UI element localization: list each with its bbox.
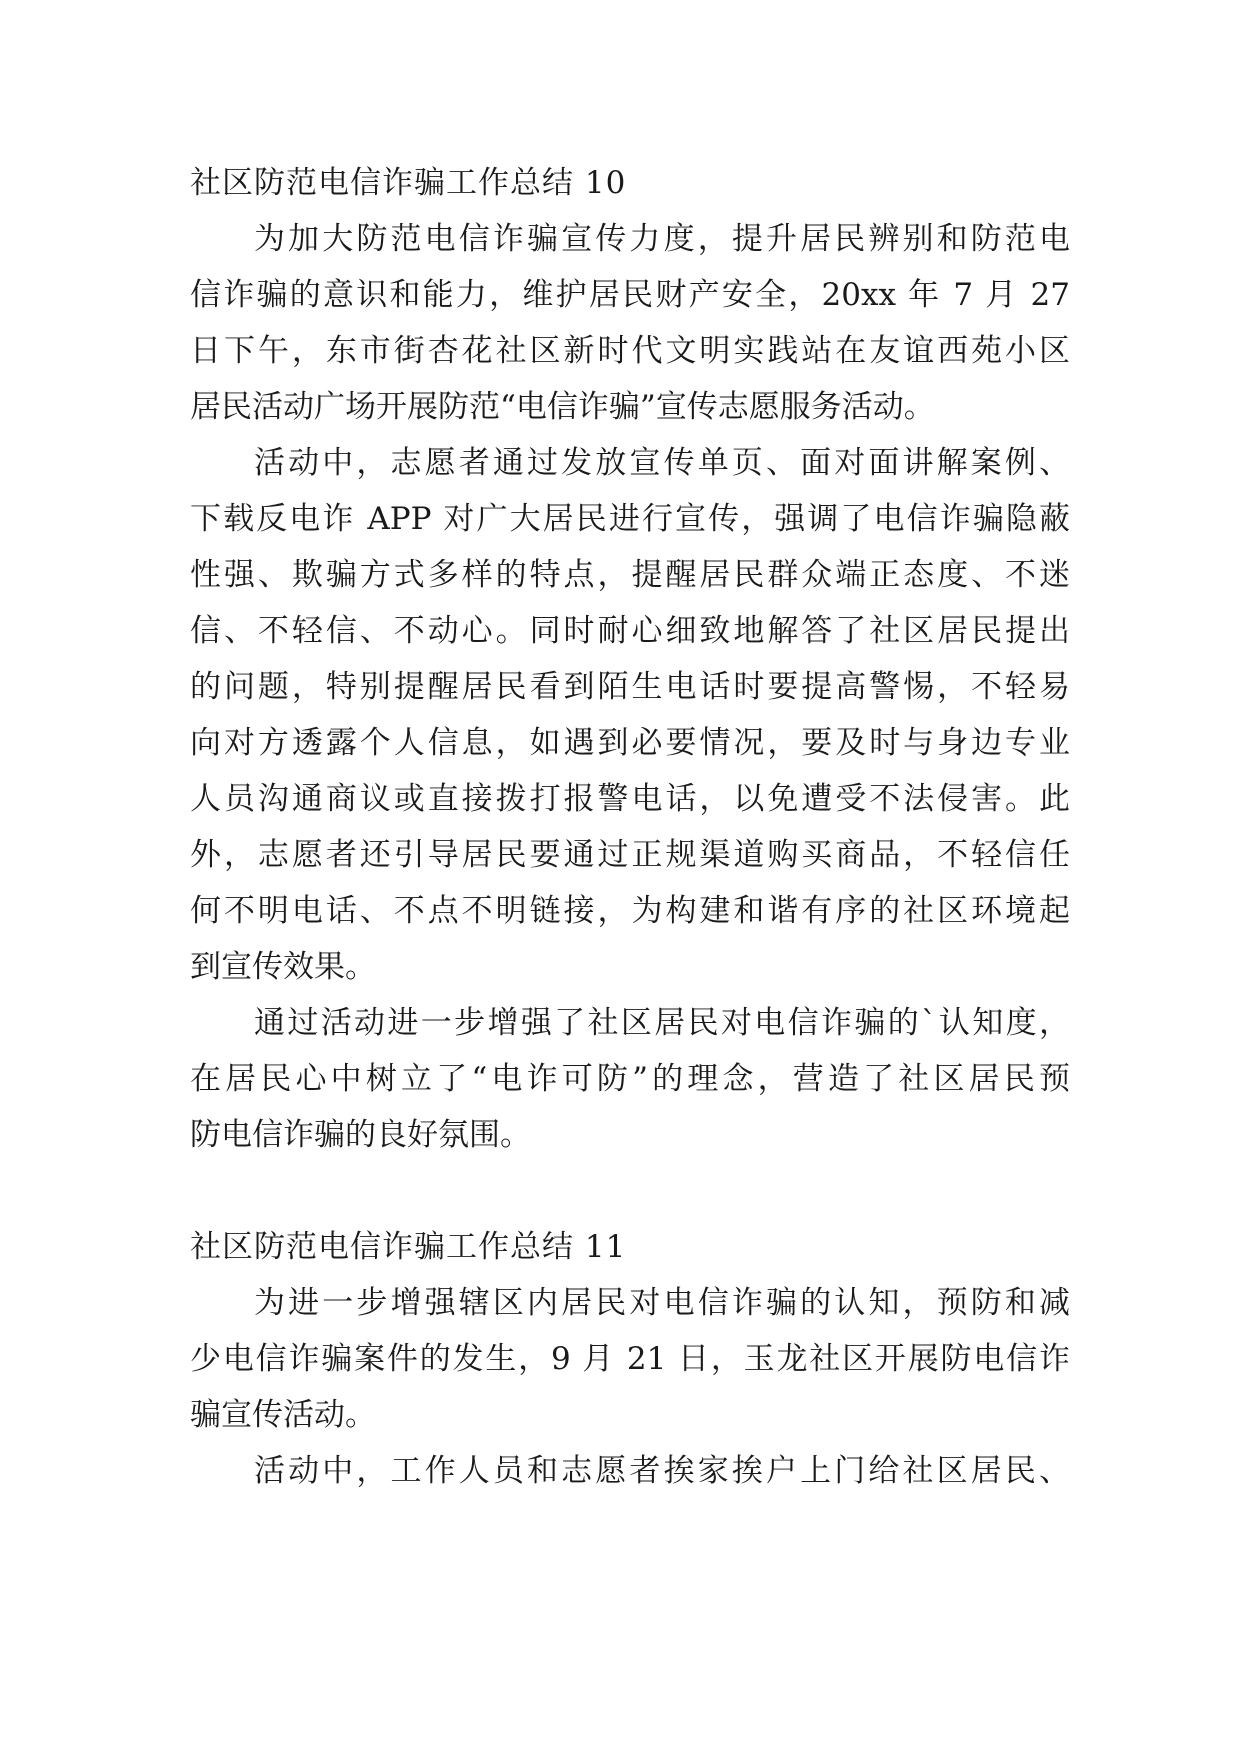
text-line: 为进一步增强辖区内居民对电信诈骗的认知，预防和减 — [254, 1285, 1070, 1321]
text-line: 的问题，特别提醒居民看到陌生电话时要提高警惕，不轻易 — [190, 669, 1070, 705]
text-line: 少电信诈骗案件的发生，9 月 21 日，玉龙社区开展防电信诈 — [190, 1341, 1070, 1377]
text-line: 防电信诈骗的良好氛围。 — [190, 1117, 531, 1153]
text-line: 性强、欺骗方式多样的特点，提醒居民群众端正态度、不迷 — [190, 557, 1070, 593]
text-line: 在居民心中树立了“电诈可防”的理念，营造了社区居民预 — [190, 1061, 1070, 1097]
text-line: 外，志愿者还引导居民要通过正规渠道购买商品，不轻信任 — [190, 837, 1070, 873]
text-line: 活动中，工作人员和志愿者挨家挨户上门给社区居民、 — [254, 1453, 1070, 1489]
section-spacer — [190, 1163, 1070, 1219]
document-page — [190, 155, 1070, 1499]
paragraph — [190, 435, 1070, 995]
text-line: 骗宣传活动。 — [190, 1397, 376, 1433]
paragraph — [190, 995, 1070, 1163]
text-line: 居民活动广场开展防范“电信诈骗”宣传志愿服务活动。 — [190, 389, 935, 425]
text-line: 何不明电话、不点不明链接，为构建和谐有序的社区环境起 — [190, 893, 1070, 929]
paragraph — [190, 1443, 1070, 1499]
text-line: 为加大防范电信诈骗宣传力度，提升居民辨别和防范电 — [254, 221, 1070, 257]
text-line: 下载反电诈 APP 对广大居民进行宣传，强调了电信诈骗隐蔽 — [190, 501, 1070, 537]
paragraph — [190, 211, 1070, 435]
text-line: 人员沟通商议或直接拨打报警电话，以免遭受不法侵害。此 — [190, 781, 1070, 817]
text-line: 通过活动进一步增强了社区居民对电信诈骗的`认知度， — [254, 1005, 1070, 1041]
text-line: 日下午，东市街杏花社区新时代文明实践站在友谊西苑小区 — [190, 333, 1070, 369]
section-title-10: 社区防范电信诈骗工作总结 10 — [190, 165, 627, 201]
text-line: 信诈骗的意识和能力，维护居民财产安全，20xx 年 7 月 27 — [190, 277, 1070, 313]
text-line: 到宣传效果。 — [190, 949, 376, 985]
text-line: 活动中，志愿者通过发放宣传单页、面对面讲解案例、 — [254, 445, 1070, 481]
text-line: 向对方透露个人信息，如遇到必要情况，要及时与身边专业 — [190, 725, 1070, 761]
section-title-11: 社区防范电信诈骗工作总结 11 — [190, 1229, 627, 1265]
text-line: 信、不轻信、不动心。同时耐心细致地解答了社区居民提出 — [190, 613, 1070, 649]
paragraph — [190, 1275, 1070, 1443]
